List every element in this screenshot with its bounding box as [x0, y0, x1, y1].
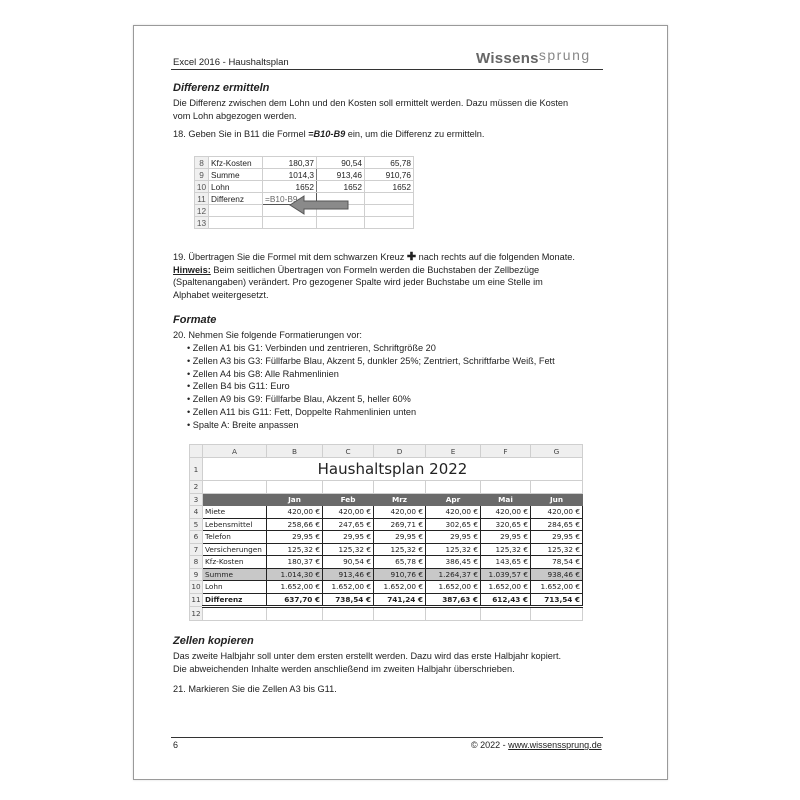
value-cell[interactable]: 125,32 €	[374, 543, 426, 556]
value-cell[interactable]: 386,45 €	[426, 556, 481, 569]
budget-sheet-table	[189, 444, 583, 621]
website-link[interactable]: www.wissenssprung.de	[508, 740, 602, 750]
cell-d[interactable]: 910,76	[365, 169, 414, 181]
empty-cell[interactable]	[267, 607, 323, 621]
table-row	[190, 531, 583, 544]
value-cell[interactable]: 1.264,37 €	[426, 568, 481, 581]
cell-b[interactable]: 1014,3	[263, 169, 317, 181]
cell-d[interactable]: 1652	[365, 181, 414, 193]
table-row	[190, 506, 583, 519]
value-cell[interactable]: 420,00 €	[267, 506, 323, 519]
table-row	[190, 568, 583, 581]
empty-cell[interactable]	[374, 481, 426, 494]
value-cell[interactable]: 29,95 €	[426, 531, 481, 544]
section3-text	[173, 650, 603, 675]
small-sheet-row	[195, 157, 414, 169]
row-number[interactable]: 4	[190, 506, 203, 519]
value-cell[interactable]: 29,95 €	[374, 531, 426, 544]
row-label-cell[interactable]: Miete	[203, 506, 267, 519]
value-cell[interactable]: 420,00 €	[481, 506, 531, 519]
small-sheet-table	[194, 156, 414, 229]
value-cell[interactable]: 738,54 €	[323, 593, 374, 607]
value-cell[interactable]: 1.014,30 €	[267, 568, 323, 581]
empty-cell[interactable]	[323, 607, 374, 621]
row-number[interactable]: 3	[190, 493, 203, 506]
cell-label[interactable]: Differenz	[209, 193, 263, 205]
row-number[interactable]: 13	[195, 217, 209, 229]
value-cell[interactable]: 125,32 €	[323, 543, 374, 556]
sheet-title[interactable]: Haushaltsplan 2022	[203, 458, 583, 481]
step19-text-a: 19. Übertragen Sie die Formel mit dem schwarzen Kreuz	[173, 252, 407, 262]
value-cell[interactable]: 143,65 €	[481, 556, 531, 569]
table-row	[190, 593, 583, 607]
row-label-cell[interactable]: Versicherungen	[203, 543, 267, 556]
row-number[interactable]: 11	[195, 193, 209, 205]
value-cell[interactable]: 29,95 €	[267, 531, 323, 544]
step19-line1	[173, 251, 603, 264]
small-sheet-row	[195, 217, 414, 229]
table-row	[190, 543, 583, 556]
empty-cell[interactable]	[481, 607, 531, 621]
cell-c[interactable]: 913,46	[317, 169, 365, 181]
step-18	[173, 128, 484, 141]
value-cell[interactable]: 1.652,00 €	[481, 581, 531, 594]
month-header[interactable]: Apr	[426, 493, 481, 506]
section3-text-line1: Das zweite Halbjahr soll unter dem ersten erstellt werden. Dazu wird das erste Halbjahr kopiert.	[173, 651, 562, 661]
row-number[interactable]: 11	[190, 593, 203, 607]
sheet-row	[190, 607, 583, 621]
empty-cell[interactable]	[531, 607, 583, 621]
column-header[interactable]: G	[531, 445, 583, 458]
format-bullet-list	[187, 342, 607, 432]
budget-screenshot	[189, 444, 589, 621]
value-cell[interactable]: 284,65 €	[531, 518, 583, 531]
value-cell[interactable]: 387,63 €	[426, 593, 481, 607]
row-number[interactable]: 8	[190, 556, 203, 569]
value-cell[interactable]: 1.039,57 €	[481, 568, 531, 581]
cell-b[interactable]: =B10-B9	[263, 193, 317, 205]
section1-text	[173, 97, 603, 122]
cell-label[interactable]: Summe	[209, 169, 263, 181]
row-number[interactable]: 12	[195, 205, 209, 217]
column-header[interactable]: D	[374, 445, 426, 458]
empty-cell[interactable]	[323, 481, 374, 494]
row-number[interactable]: 10	[195, 181, 209, 193]
step19-hint-line1	[173, 264, 603, 277]
cell-d[interactable]: 65,78	[365, 157, 414, 169]
row-number[interactable]: 6	[190, 531, 203, 544]
arrow-left-icon	[288, 194, 352, 216]
value-cell[interactable]: 125,32 €	[481, 543, 531, 556]
formula-screenshot	[194, 156, 414, 229]
row-label-cell[interactable]: Kfz-Kosten	[203, 556, 267, 569]
brand-sprung: sprung	[538, 47, 591, 63]
value-cell[interactable]: 29,95 €	[481, 531, 531, 544]
value-cell[interactable]: 1.652,00 €	[374, 581, 426, 594]
format-bullet-item: • Zellen A3 bis G3: Füllfarbe Blau, Akzent 5, dunkler 25%; Zentriert, Schriftfarbe Weiß, Fett	[187, 355, 607, 368]
cell-label[interactable]	[209, 205, 263, 217]
column-header[interactable]: E	[426, 445, 481, 458]
footer-divider	[171, 737, 603, 738]
row-number[interactable]: 2	[190, 481, 203, 494]
header-title: Excel 2016 - Haushaltsplan	[173, 57, 289, 68]
row-label-cell[interactable]: Lohn	[203, 581, 267, 594]
step19-hint-line2: (Spaltenangaben) verändert. Pro gezogener Spalte wird jeder Buchstabe um eine Stelle im	[173, 277, 543, 287]
value-cell[interactable]: 910,76 €	[374, 568, 426, 581]
step18-formula: =B10-B9	[308, 129, 346, 139]
value-cell[interactable]: 713,54 €	[531, 593, 583, 607]
cell-c[interactable]: 1652	[317, 181, 365, 193]
month-header[interactable]: Mai	[481, 493, 531, 506]
value-cell[interactable]: 302,65 €	[426, 518, 481, 531]
step18-prefix: 18. Geben Sie in B11 die Formel	[173, 129, 309, 139]
step19-text-b: nach rechts auf die folgenden Monate.	[416, 252, 575, 262]
row-number[interactable]: 9	[195, 169, 209, 181]
small-sheet-row	[195, 181, 414, 193]
row-number[interactable]: 9	[190, 568, 203, 581]
month-header[interactable]: Feb	[323, 493, 374, 506]
cell-b[interactable]	[263, 217, 317, 229]
empty-cell[interactable]	[203, 481, 267, 494]
value-cell[interactable]: 125,32 €	[267, 543, 323, 556]
cell-d[interactable]	[365, 205, 414, 217]
value-cell[interactable]: 320,65 €	[481, 518, 531, 531]
value-cell[interactable]: 247,65 €	[323, 518, 374, 531]
row-number[interactable]: 1	[190, 458, 203, 481]
row-label-cell[interactable]: Lebensmittel	[203, 518, 267, 531]
empty-cell[interactable]	[426, 481, 481, 494]
value-cell[interactable]: 1.652,00 €	[426, 581, 481, 594]
value-cell[interactable]: 612,43 €	[481, 593, 531, 607]
format-bullet-item: • Zellen A11 bis G11: Fett, Doppelte Rahmenlinien unten	[187, 406, 607, 419]
cell-d[interactable]	[365, 217, 414, 229]
row-label-cell[interactable]: Summe	[203, 568, 267, 581]
value-cell[interactable]: 938,46 €	[531, 568, 583, 581]
step18-suffix: ein, um die Differenz zu ermitteln.	[345, 129, 485, 139]
value-cell[interactable]: 741,24 €	[374, 593, 426, 607]
header-divider	[171, 69, 603, 70]
value-cell[interactable]: 90,54 €	[323, 556, 374, 569]
value-cell[interactable]: 420,00 €	[323, 506, 374, 519]
value-cell[interactable]: 125,32 €	[531, 543, 583, 556]
column-header[interactable]: B	[267, 445, 323, 458]
row-number[interactable]: 12	[190, 607, 203, 621]
month-header[interactable]: Jun	[531, 493, 583, 506]
section1-text-line2: vom Lohn abgezogen werden.	[173, 110, 297, 121]
empty-cell[interactable]	[203, 493, 267, 506]
heading-differenz: Differenz ermitteln	[173, 82, 270, 94]
hint-label: Hinweis:	[173, 264, 211, 275]
empty-cell[interactable]	[426, 607, 481, 621]
value-cell[interactable]: 258,66 €	[267, 518, 323, 531]
empty-cell[interactable]	[374, 607, 426, 621]
format-bullet-item: • Zellen A9 bis G9: Füllfarbe Blau, Akzent 5, heller 60%	[187, 393, 607, 406]
column-header[interactable]: F	[481, 445, 531, 458]
value-cell[interactable]: 913,46 €	[323, 568, 374, 581]
month-header[interactable]: Jan	[267, 493, 323, 506]
table-row	[190, 556, 583, 569]
page-number: 6	[173, 740, 179, 750]
row-number[interactable]: 7	[190, 543, 203, 556]
cell-b[interactable]: 1652	[263, 181, 317, 193]
empty-cell[interactable]	[481, 481, 531, 494]
value-cell[interactable]: 180,37 €	[267, 556, 323, 569]
value-cell[interactable]: 1.652,00 €	[267, 581, 323, 594]
cell-d[interactable]	[365, 193, 414, 205]
format-bullet-item: • Zellen A1 bis G1: Verbinden und zentrieren, Schriftgröße 20	[187, 342, 607, 355]
value-cell[interactable]: 420,00 €	[426, 506, 481, 519]
value-cell[interactable]: 29,95 €	[531, 531, 583, 544]
step-21: 21. Markieren Sie die Zellen A3 bis G11.	[173, 684, 337, 694]
cell-b[interactable]: 180,37	[263, 157, 317, 169]
month-header[interactable]: Mrz	[374, 493, 426, 506]
column-header-row	[190, 445, 583, 458]
cell-label[interactable]	[209, 217, 263, 229]
section1-text-line1: Die Differenz zwischen dem Lohn und den Kosten soll ermittelt werden. Dazu müssen die Kosten	[173, 98, 569, 108]
cell-c[interactable]: 90,54	[317, 157, 365, 169]
table-row	[190, 518, 583, 531]
row-number[interactable]: 8	[195, 157, 209, 169]
value-cell[interactable]: 29,95 €	[323, 531, 374, 544]
empty-cell[interactable]	[267, 481, 323, 494]
month-header-row	[190, 493, 583, 506]
cell-c[interactable]	[317, 217, 365, 229]
step19-hint-line3: Alphabet weitergesetzt.	[173, 289, 269, 300]
value-cell[interactable]: 125,32 €	[426, 543, 481, 556]
format-bullet-item: • Spalte A: Breite anpassen	[187, 419, 607, 432]
footer-copyright	[471, 740, 602, 750]
small-sheet-row	[195, 169, 414, 181]
hint-text1: Beim seitlichen Übertragen von Formeln werden die Buchstaben der Zellbezüge	[210, 264, 540, 275]
step-19	[173, 251, 603, 301]
value-cell[interactable]: 78,54 €	[531, 556, 583, 569]
row-number[interactable]: 5	[190, 518, 203, 531]
select-all-corner[interactable]	[190, 445, 203, 458]
cell-label[interactable]: Lohn	[209, 181, 263, 193]
brand-logo	[476, 47, 591, 67]
value-cell[interactable]: 1.652,00 €	[531, 581, 583, 594]
column-header[interactable]: C	[323, 445, 374, 458]
value-cell[interactable]: 420,00 €	[531, 506, 583, 519]
value-cell[interactable]: 65,78 €	[374, 556, 426, 569]
value-cell[interactable]: 1.652,00 €	[323, 581, 374, 594]
format-bullet-item: • Zellen A4 bis G8: Alle Rahmenlinien	[187, 368, 607, 381]
heading-formate: Formate	[173, 314, 217, 326]
table-row	[190, 581, 583, 594]
cell-label[interactable]: Kfz-Kosten	[209, 157, 263, 169]
plus-cross-icon: ✚	[406, 251, 417, 263]
row-label-cell[interactable]: Differenz	[203, 593, 267, 607]
heading-zellen-kopieren: Zellen kopieren	[173, 635, 254, 647]
sheet-row	[190, 481, 583, 494]
value-cell[interactable]: 420,00 €	[374, 506, 426, 519]
column-header[interactable]: A	[203, 445, 267, 458]
empty-cell[interactable]	[203, 607, 267, 621]
copyright-text: © 2022 -	[471, 740, 509, 750]
step-20: 20. Nehmen Sie folgende Formatierungen vor:	[173, 330, 362, 340]
row-number[interactable]: 10	[191, 582, 201, 592]
brand-main: Wissens	[476, 50, 539, 67]
value-cell[interactable]: 269,71 €	[374, 518, 426, 531]
format-bullet-item: • Zellen B4 bis G11: Euro	[187, 380, 607, 393]
row-label-cell[interactable]: Telefon	[203, 531, 267, 544]
empty-cell[interactable]	[531, 481, 583, 494]
value-cell[interactable]: 637,70 €	[267, 593, 323, 607]
sheet-row	[190, 458, 583, 481]
section3-text-line2: Die abweichenden Inhalte werden anschließend im zweiten Halbjahr überschrieben.	[173, 663, 515, 674]
